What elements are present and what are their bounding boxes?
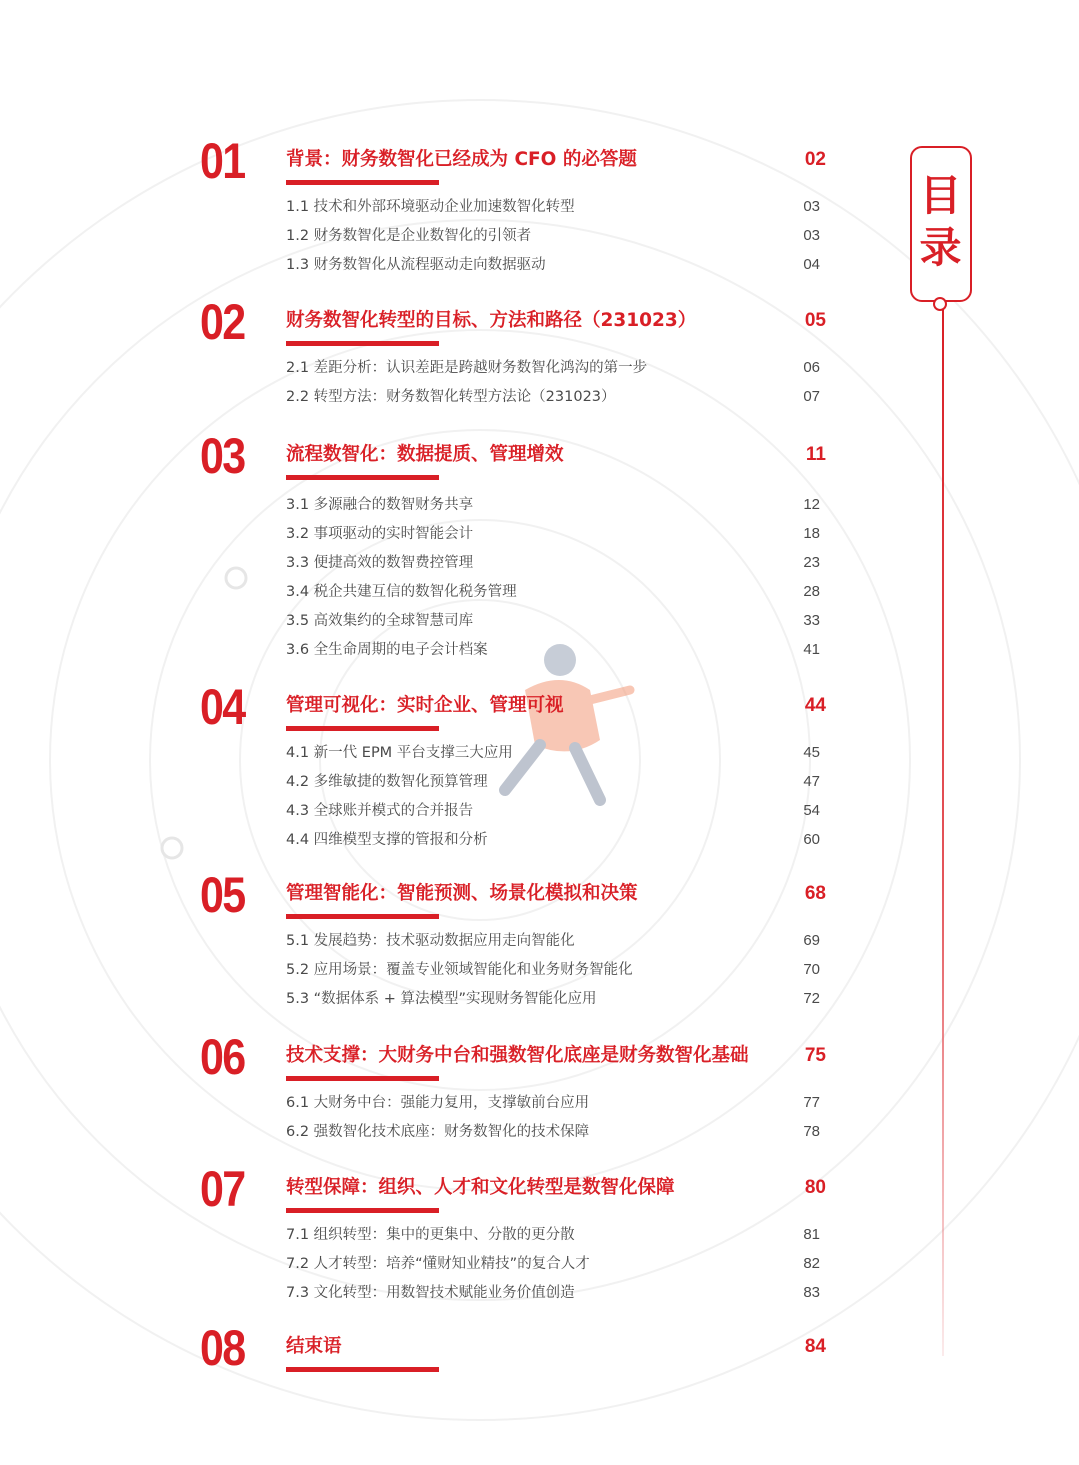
toc-entry-page-number: 54 <box>803 802 820 819</box>
toc-entry-label: 3.1 多源融合的数智财务共享 <box>286 497 474 513</box>
toc-entry-label: 4.3 全球账并模式的合并报告 <box>286 803 474 819</box>
toc-entry[interactable] <box>0 959 1079 981</box>
toc-entry-label: 3.3 便捷高效的数智费控管理 <box>286 555 474 571</box>
section-underline <box>286 475 439 480</box>
toc-entry-label: 3.4 税企共建互信的数智化税务管理 <box>286 584 517 600</box>
toc-entry-page-number: 82 <box>803 1255 820 1272</box>
toc-entry-page-number: 07 <box>803 388 820 405</box>
toc-entry-label: 6.2 强数智化技术底座：财务数智化的技术保障 <box>286 1124 590 1140</box>
section-number: 02 <box>200 294 245 350</box>
toc-entry-label: 5.3 “数据体系 + 算法模型”实现财务智能化应用 <box>286 991 597 1007</box>
toc-entry-page-number: 41 <box>803 641 820 658</box>
toc-entry-label: 3.6 全生命周期的电子会计档案 <box>286 642 488 658</box>
section-underline <box>286 1367 439 1372</box>
toc-badge-label: 目录 <box>919 171 962 272</box>
toc-entry-page-number: 03 <box>803 227 820 244</box>
toc-entry-label: 5.1 发展趋势：技术驱动数据应用走向智能化 <box>286 933 575 949</box>
section-page-number: 68 <box>804 883 826 904</box>
section-page-number: 80 <box>804 1177 826 1198</box>
toc-entry-page-number: 83 <box>803 1284 820 1301</box>
toc-entry-label: 7.3 文化转型：用数智技术赋能业务价值创造 <box>286 1285 575 1301</box>
section-title[interactable]: 技术支撑：大财务中台和强数智化底座是财务数智化基础 <box>286 1045 749 1066</box>
section-title[interactable]: 转型保障：组织、人才和文化转型是数智化保障 <box>286 1177 675 1198</box>
section-underline <box>286 726 439 731</box>
section-page-number: 84 <box>804 1336 826 1357</box>
section-title[interactable]: 财务数智化转型的目标、方法和路径（231023） <box>286 310 697 331</box>
toc-entry-page-number: 47 <box>803 773 820 790</box>
side-line-dot <box>933 297 947 311</box>
toc-entry-page-number: 69 <box>803 932 820 949</box>
section-underline <box>286 341 439 346</box>
section-number: 05 <box>200 867 245 923</box>
toc-entry[interactable] <box>0 800 1079 822</box>
toc-entry[interactable] <box>0 494 1079 516</box>
toc-entry-page-number: 72 <box>803 990 820 1007</box>
toc-entry[interactable] <box>0 581 1079 603</box>
section-page-number: 75 <box>804 1045 826 1066</box>
section-title[interactable]: 流程数智化：数据提质、管理增效 <box>286 444 564 465</box>
toc-entry-label: 1.2 财务数智化是企业数智化的引领者 <box>286 228 532 244</box>
toc-entry[interactable] <box>0 552 1079 574</box>
section-underline <box>286 1076 439 1081</box>
section-title[interactable]: 背景：财务数智化已经成为 CFO 的必答题 <box>286 149 637 170</box>
toc-entry[interactable] <box>0 829 1079 851</box>
toc-entry-page-number: 06 <box>803 359 820 376</box>
toc-entry-page-number: 23 <box>803 554 820 571</box>
section-number: 08 <box>200 1320 245 1376</box>
toc-entry[interactable] <box>0 386 1079 408</box>
section-number: 01 <box>200 133 245 189</box>
section-page-number: 44 <box>804 695 826 716</box>
toc-entry[interactable] <box>0 930 1079 952</box>
section-title[interactable]: 结束语 <box>286 1336 342 1357</box>
toc-entry-page-number: 45 <box>803 744 820 761</box>
toc-entry[interactable] <box>0 1092 1079 1114</box>
toc-entry-page-number: 81 <box>803 1226 820 1243</box>
section-title[interactable]: 管理智能化：智能预测、场景化模拟和决策 <box>286 883 638 904</box>
toc-entry-label: 5.2 应用场景：覆盖专业领域智能化和业务财务智能化 <box>286 962 633 978</box>
toc-entry-label: 3.2 事项驱动的实时智能会计 <box>286 526 474 542</box>
section-page-number: 05 <box>804 310 826 331</box>
toc-entry-page-number: 77 <box>803 1094 820 1111</box>
toc-entry[interactable] <box>0 639 1079 661</box>
toc-entry[interactable] <box>0 1121 1079 1143</box>
toc-entry[interactable] <box>0 771 1079 793</box>
toc-entry-label: 1.1 技术和外部环境驱动企业加速数智化转型 <box>286 199 575 215</box>
toc-entry[interactable] <box>0 1282 1079 1304</box>
toc-entry[interactable] <box>0 1253 1079 1275</box>
toc-entry[interactable] <box>0 357 1079 379</box>
toc-entry[interactable] <box>0 610 1079 632</box>
section-underline <box>286 914 439 919</box>
toc-entry-page-number: 12 <box>803 496 820 513</box>
toc-entry-page-number: 60 <box>803 831 820 848</box>
toc-entry-page-number: 18 <box>803 525 820 542</box>
toc-entry-page-number: 78 <box>803 1123 820 1140</box>
toc-entry-label: 3.5 高效集约的全球智慧司库 <box>286 613 474 629</box>
section-number: 04 <box>200 679 245 735</box>
toc-entry-label: 7.2 人才转型：培养“懂财知业精技”的复合人才 <box>286 1256 590 1272</box>
section-number: 03 <box>200 428 245 484</box>
toc-entry[interactable] <box>0 742 1079 764</box>
toc-entry-label: 7.1 组织转型：集中的更集中、分散的更分散 <box>286 1227 575 1243</box>
section-title[interactable]: 管理可视化：实时企业、管理可视 <box>286 695 564 716</box>
side-vertical-line <box>942 306 944 1356</box>
toc-entry-page-number: 03 <box>803 198 820 215</box>
toc-entry-page-number: 70 <box>803 961 820 978</box>
toc-entry-label: 1.3 财务数智化从流程驱动走向数据驱动 <box>286 257 546 273</box>
toc-entry-page-number: 33 <box>803 612 820 629</box>
section-underline <box>286 180 439 185</box>
toc-entry-label: 2.2 转型方法：财务数智化转型方法论（231023） <box>286 389 616 405</box>
section-number: 07 <box>200 1161 245 1217</box>
toc-entry-label: 2.1 差距分析：认识差距是跨越财务数智化鸿沟的第一步 <box>286 360 648 376</box>
toc-entry-page-number: 04 <box>803 256 820 273</box>
toc-entry-label: 4.2 多维敏捷的数智化预算管理 <box>286 774 488 790</box>
toc-badge <box>910 146 972 302</box>
toc-entry-page-number: 28 <box>803 583 820 600</box>
toc-entry[interactable] <box>0 523 1079 545</box>
toc-entry[interactable] <box>0 1224 1079 1246</box>
toc-entry[interactable] <box>0 988 1079 1010</box>
toc-entry-label: 4.4 四维模型支撑的管报和分析 <box>286 832 488 848</box>
section-underline <box>286 1208 439 1213</box>
toc-entry-label: 4.1 新一代 EPM 平台支撑三大应用 <box>286 745 513 761</box>
section-page-number: 02 <box>804 149 826 170</box>
section-number: 06 <box>200 1029 245 1085</box>
toc-entry-label: 6.1 大财务中台：强能力复用，支撑敏前台应用 <box>286 1095 590 1111</box>
section-page-number: 11 <box>805 444 826 465</box>
